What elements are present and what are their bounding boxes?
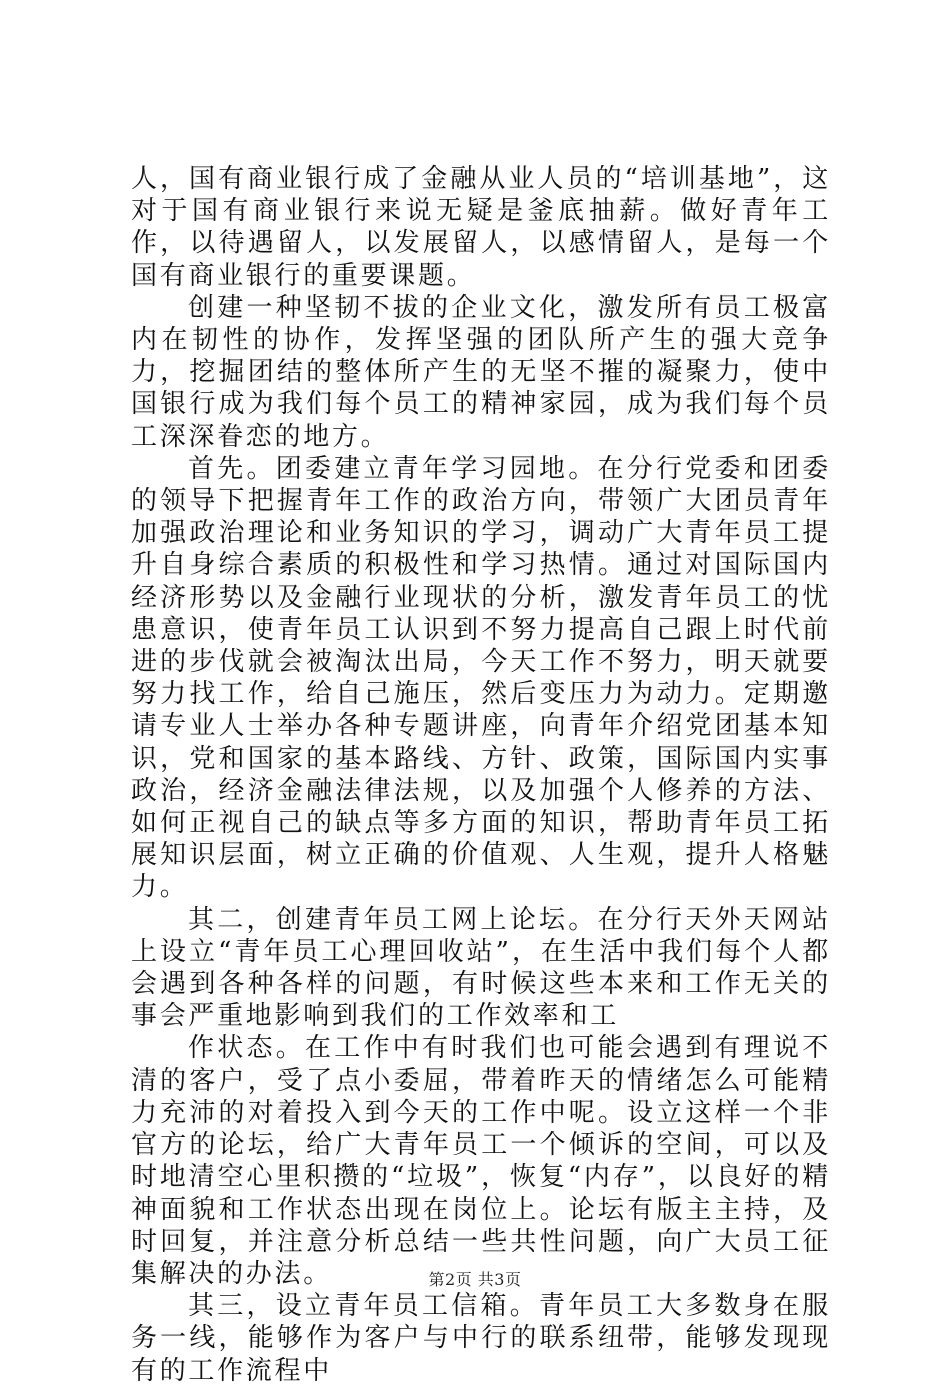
- document-body: [131, 163, 831, 1387]
- paragraph-mailbox: 其三，设立青年员工信箱。青年员工大多数身在服务一线，能够作为客户与中行的联系纽带，能够发现现有的工作流程中: [131, 1291, 831, 1386]
- paragraph-work-state: 作状态。在工作中有时我们也可能会遇到有理说不清的客户，受了点小委屈，带着昨天的情绪怎么可能精力充沛的对着投入到今天的工作中呢。设立这样一个非官方的论坛，给广大青年员工一个倾诉的空间，可以及时地清空心里积攒的“垃圾”，恢复“内存”，以良好的精神面貌和工作状态出现在岗位上。论坛有版主主持，及时回复，并注意分析总结一些共性问题，向广大员工征集解决的办法。: [131, 1033, 831, 1289]
- paragraph-online-forum: 其二，创建青年员工网上论坛。在分行天外天网站上设立“青年员工心理回收站”，在生活中我们每个人都会遇到各种各样的问题，有时候这些本来和工作无关的事会严重地影响到我们的工作效率和工: [131, 904, 831, 1032]
- page-number-footer: 第2页 共3页: [428, 1270, 522, 1289]
- paragraph-continuation: 人，国有商业银行成了金融从业人员的“培训基地”，这对于国有商业银行来说无疑是釜底抽薪。做好青年工作，以待遇留人，以发展留人，以感情留人，是每一个国有商业银行的重要课题。: [131, 164, 831, 291]
- paragraph-corporate-culture: 创建一种坚韧不拔的企业文化，激发所有员工极富内在韧性的协作，发挥坚强的团队所产生的强大竞争力，挖掘团结的整体所产生的无坚不摧的凝聚力，使中国银行成为我们每个员工的精神家园，成为我们每个员工深深眷恋的地方。: [131, 292, 831, 452]
- paragraph-learning-garden: 首先。团委建立青年学习园地。在分行党委和团委的领导下把握青年工作的政治方向，带领广大团员青年加强政治理论和业务知识的学习，调动广大青年员工提升自身综合素质的积极性和学习热情。通过对国际国内经济形势以及金融行业现状的分析，激发青年员工的忧患意识，使青年员工认识到不努力提高自己跟上时代前进的步伐就会被淘汰出局，今天工作不努力，明天就要努力找工作，给自己施压，然后变压力为动力。定期邀请专业人士举办各种专题讲座，向青年介绍党团基本知识，党和国家的基本路线、方针、政策，国际国内实事政治，经济金融法律法规，以及加强个人修养的方法、如何正视自己的缺点等多方面的知识，帮助青年员工拓展知识层面，树立正确的价值观、人生观，提升人格魅力。: [131, 453, 831, 903]
